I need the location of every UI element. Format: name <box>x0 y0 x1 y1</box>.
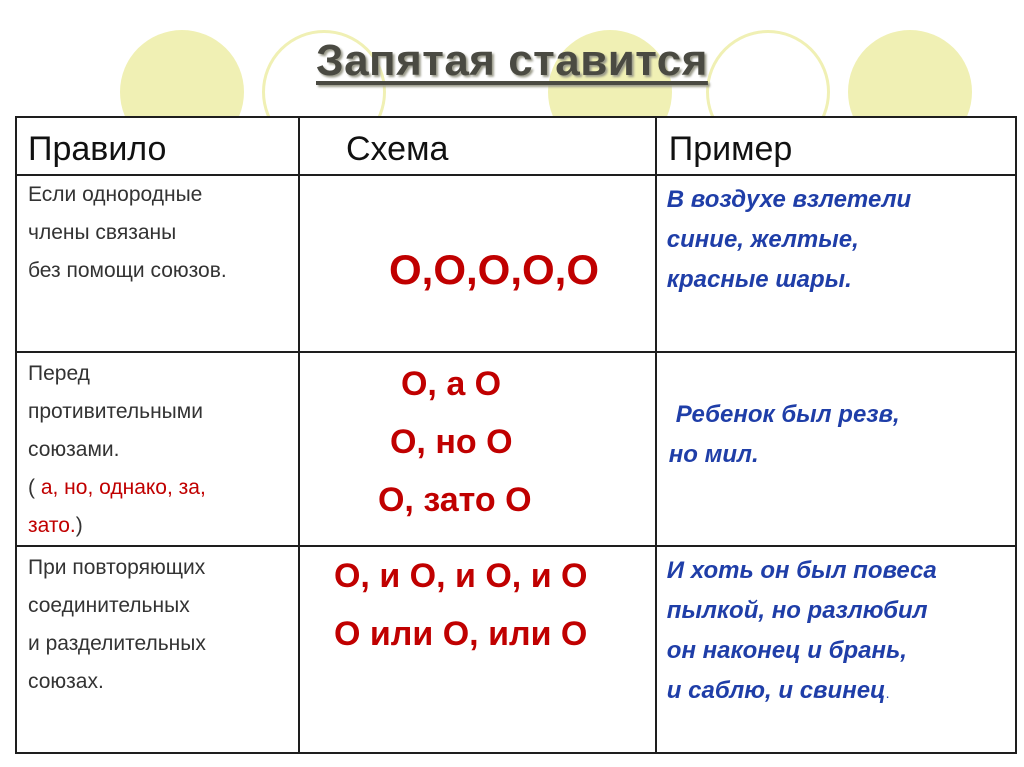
table-header-row <box>16 117 1016 175</box>
rule-text: соединительных <box>28 594 190 617</box>
example-text: он наконец и брань, <box>666 637 907 664</box>
header-rule: Правило <box>28 130 167 168</box>
table-row <box>16 352 1016 546</box>
scheme-text: О, зато О <box>377 481 532 519</box>
conjunction-list: а, но, однако, за, <box>40 476 206 499</box>
rule-cell <box>16 175 299 352</box>
example-cell <box>656 352 1016 546</box>
example-text: Ребенок был резв, <box>675 401 900 428</box>
example-text: красные шары. <box>666 266 852 293</box>
rule-text: без помощи союзов. <box>28 259 227 282</box>
scheme-cell <box>299 352 656 546</box>
scheme-text: О, но О <box>389 423 513 461</box>
scheme-text: О,О,О,О,О <box>388 246 600 293</box>
page-title: Запятая ставится <box>316 36 708 85</box>
header-cell-example <box>656 117 1016 175</box>
scheme-cell <box>299 546 656 753</box>
rule-text: При повторяющих <box>28 556 206 579</box>
rule-conjunctions: зато.) <box>28 514 83 537</box>
example-text: пылкой, но разлюбил <box>666 597 928 624</box>
example-text: И хоть он был повеса <box>666 557 937 584</box>
scheme-text: О, и О, и О, и О <box>333 557 588 595</box>
example-text: но мил. <box>668 441 759 468</box>
rule-text: и разделительных <box>28 632 206 655</box>
conjunction-list: зато. <box>28 514 76 537</box>
header-scheme: Схема <box>345 130 449 168</box>
example-text: В воздухе взлетели <box>666 186 912 213</box>
table-row <box>16 546 1016 753</box>
rule-text: противительными <box>28 400 203 423</box>
rule-cell <box>16 352 299 546</box>
header-cell-scheme <box>299 117 656 175</box>
rules-table <box>15 116 1017 754</box>
header-cell-rule <box>16 117 299 175</box>
rule-text: союзами. <box>28 438 120 461</box>
scheme-cell <box>299 175 656 352</box>
rule-conjunctions: ( а, но, однако, за, <box>28 476 206 499</box>
table-row <box>16 175 1016 352</box>
rule-text: члены связаны <box>28 221 177 244</box>
example-cell <box>656 175 1016 352</box>
header-example: Пример <box>668 130 793 168</box>
example-text: и саблю, и свинец. <box>666 677 890 704</box>
rule-cell <box>16 546 299 753</box>
rule-text: союзах. <box>28 670 104 693</box>
scheme-text: О или О, или О <box>333 615 588 653</box>
rule-text: Если однородные <box>28 183 203 206</box>
example-text: синие, желтые, <box>666 226 859 253</box>
rule-text: Перед <box>28 362 90 385</box>
example-cell <box>656 546 1016 753</box>
scheme-text: О, а О <box>400 365 502 403</box>
